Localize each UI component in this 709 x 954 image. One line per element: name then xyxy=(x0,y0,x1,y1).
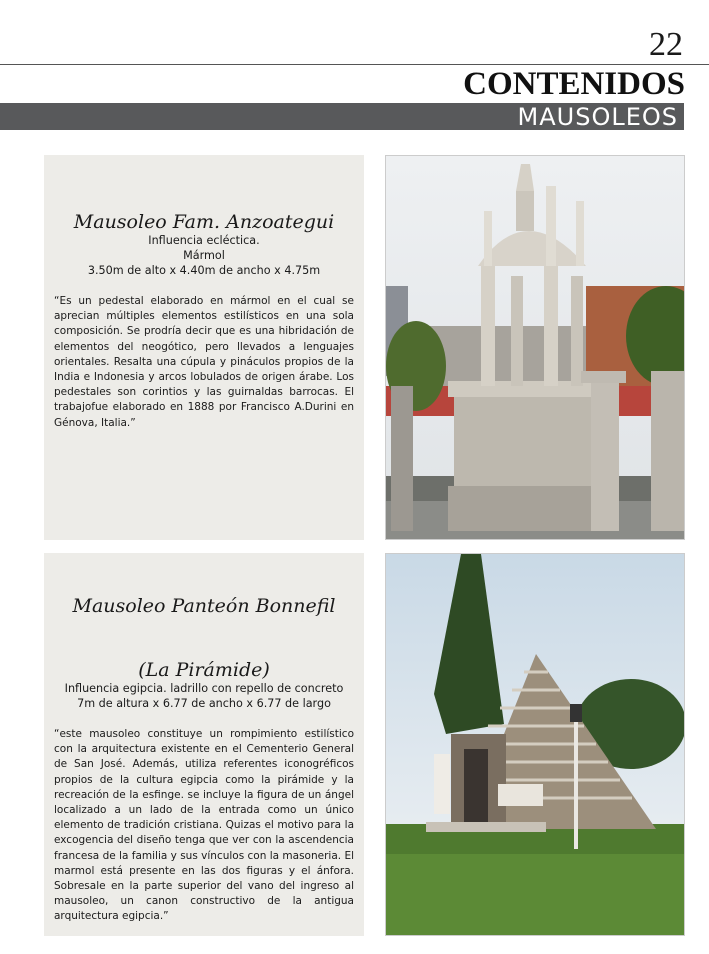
subsection-label: MAUSOLEOS xyxy=(517,103,678,131)
subsection-band xyxy=(0,103,684,130)
mausoleo-influence: Influencia ecléctica. xyxy=(148,234,260,247)
section-title: CONTENIDOS xyxy=(463,66,685,102)
mausoleo-bonnefil-card xyxy=(44,553,364,936)
mausoleo-material: Mármol xyxy=(183,249,225,262)
mausoleo-title: Mausoleo Fam. Anzoategui xyxy=(73,211,335,233)
mausoleo-description: “Es un pedestal elaborado en mármol en el cual se aprecian múltiples elementos estilísticos en una sola composición. Se prodría decir que es una hibridación de elementos del neogótico, pero llevados a lenguajes orientales. Resalta una cúpula y pináculos propios de la India e Indonesia y arcos lobulados de origen árabe. Los pedestales son corintios y las guirnaldas barrocas. El trabajofue elaborado en 1888 por Francisco A.Durini en Génova, Italia.” xyxy=(54,295,354,429)
mausoleo-description: “este mausoleo constituye un rompimiento estilístico con la arquitectura existente en el Cementerio General de San José. Además, utiliza referentes iconogréficos propios de la cultura egipcia como la pirámide y la recreación de la esfinge. se incluye la figura de un ángel localizado a un lado de la entrada como un único elemento de tradición cristiana. Quizas el motivo para la excogencia del diseño tenga que ver con la ascendencia francesa de la familia y sus vínculos con la masoneria. El marmol está presente en las dos figuras y el ánfora. Sobresale en la parte superior del vano del ingreso al mausoleo, un canon constructivo de la antigua arquitectura egipcia.” xyxy=(54,728,354,923)
header-rule xyxy=(0,64,709,65)
mausoleo-title: Mausoleo Panteón Bonnefil xyxy=(72,595,336,617)
mausoleo-dimensions: 7m de altura x 6.77 de ancho x 6.77 de largo xyxy=(77,697,331,710)
page-number: 22 xyxy=(649,26,683,63)
mausoleo-anzoategui-card xyxy=(44,155,364,540)
mausoleo-influence: Influencia egipcia. ladrillo con repello de concreto xyxy=(64,682,344,695)
mausoleo-bonnefil-photo xyxy=(385,553,685,936)
mausoleo-title-alias: (La Pirámide) xyxy=(138,659,270,681)
mausoleo-dimensions: 3.50m de alto x 4.40m de ancho x 4.75m xyxy=(87,264,321,277)
mausoleo-anzoategui-photo xyxy=(385,155,685,540)
